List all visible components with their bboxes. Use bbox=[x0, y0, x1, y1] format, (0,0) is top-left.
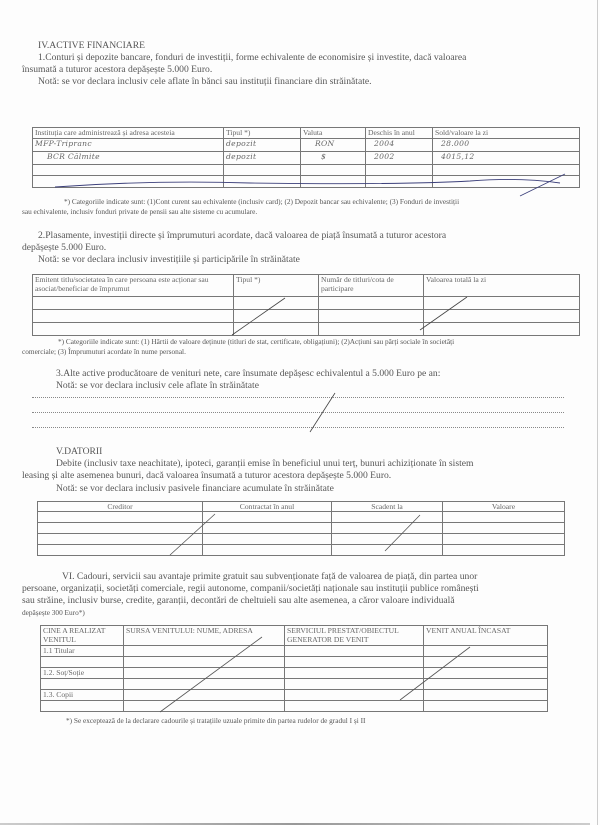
table-row bbox=[41, 646, 548, 657]
section-vi-footnote: *) Se exceptează de la declarare cadourile și tratațiile uzuale primite din partea rudelor de gradul I și II bbox=[66, 716, 366, 725]
section-iv-p1-line1: 1.Conturi și depozite bancare, fonduri de investiții, forme echivalente de economisire și investite, dacă valoarea bbox=[38, 52, 467, 63]
table-row bbox=[33, 310, 580, 323]
blank-line bbox=[32, 397, 564, 398]
table-row bbox=[41, 657, 548, 668]
column-header: Instituția care administrează și adresa acesteia bbox=[33, 128, 224, 139]
table-row bbox=[33, 297, 580, 310]
cell-year: 2004 bbox=[366, 139, 433, 152]
section-iv-p3-line1: 3.Alte active producătoare de venituri nete, care însumate depășesc echivalentul a 5.000 Euro pe an: bbox=[56, 368, 441, 379]
table-row bbox=[38, 523, 565, 534]
table-header-row bbox=[38, 502, 565, 512]
table-row bbox=[33, 152, 580, 165]
row-label-spouse: 1.2. Soț/Soție bbox=[41, 668, 124, 679]
cell-currency: $ bbox=[301, 152, 366, 165]
section-v-line2: leasing și alte asemenea bunuri, dacă valoarea însumată a tuturor acestora depășește 5.000 Euro. bbox=[22, 470, 392, 481]
column-header: Valoare bbox=[443, 502, 565, 512]
gifts-table bbox=[40, 625, 548, 712]
column-header: Valuta bbox=[301, 128, 366, 139]
section-v-note: Notă: se vor declara inclusiv pasivele financiare acumulate în străinătate bbox=[56, 483, 334, 494]
blank-line bbox=[32, 412, 564, 413]
table1-footnote-line1: *) Categoriile indicate sunt: (1)Cont curent sau echivalente (inclusiv card); (2) Depozit bancar sau echivalente; (3) Fonduri de investiții bbox=[64, 197, 460, 206]
cell-institution: BCR Călmite bbox=[33, 152, 224, 165]
cell-currency: RON bbox=[301, 139, 366, 152]
section-v-line1: Debite (inclusiv taxe neachitate), ipoteci, garanții emise în beneficiul unui terț, bunuri achiziționate în sistem bbox=[56, 458, 474, 469]
table-header-row bbox=[33, 275, 580, 297]
column-header: Scadent la bbox=[332, 502, 443, 512]
column-header: SURSA VENITULUI: NUME, ADRESA bbox=[124, 626, 285, 646]
cell-type: depozit bbox=[224, 152, 301, 165]
accounts-table bbox=[32, 127, 580, 188]
row-label-children: 1.3. Copii bbox=[41, 690, 124, 701]
table-row bbox=[38, 512, 565, 523]
table-row bbox=[41, 690, 548, 701]
table-row bbox=[41, 668, 548, 679]
column-header: Emitent titlu/societatea în care persoana este acționar sau asociat/beneficiar de împrumut bbox=[33, 275, 234, 297]
section-vi-line4: depășește 300 Euro*) bbox=[22, 608, 85, 617]
table-row bbox=[41, 679, 548, 690]
table1-footnote-line2: sau echivalente, inclusiv fonduri private de pensii sau alte sisteme cu acumulare. bbox=[22, 207, 258, 216]
table-row bbox=[33, 139, 580, 152]
column-header: Creditor bbox=[38, 502, 203, 512]
table-header-row bbox=[33, 128, 580, 139]
column-header: CINE A REALIZAT VENITUL bbox=[41, 626, 124, 646]
section-vi-line3: sau străine, inclusiv burse, credite, garanții, decontări de cheltuieli sau alte asemenea, a căror valoare individuală bbox=[22, 595, 455, 606]
column-header: SERVICIUL PRESTAT/OBIECTUL GENERATOR DE VENIT bbox=[285, 626, 424, 646]
section-vi-line2: persoane, organizații, societăți comerciale, regii autonome, companii/societăți naționale sau instituții publice românești bbox=[22, 583, 479, 594]
table2-footnote-line2: comerciale; (3) Împrumuturi acordate în nume personal. bbox=[22, 347, 186, 356]
column-header: Tipul *) bbox=[234, 275, 319, 297]
row-label-titular: 1.1 Titular bbox=[41, 646, 124, 657]
investments-table bbox=[32, 274, 580, 336]
debts-table bbox=[37, 501, 565, 556]
cell-balance: 28.000 bbox=[433, 139, 580, 152]
cell-balance: 4015,12 bbox=[433, 152, 580, 165]
cell-type: depozit bbox=[224, 139, 301, 152]
table-row bbox=[33, 176, 580, 188]
table2-footnote-line1: *) Categoriile indicate sunt: (1) Hârtii de valoare deținute (titluri de stat, certificate, obligațiuni); (2)Acțiuni sau părți sociale în societăți bbox=[58, 337, 455, 346]
section-iv-p1-note: Notă: se vor declara inclusiv cele aflate în bănci sau instituții financiare din străinătate. bbox=[38, 76, 372, 87]
section-v-title: V.DATORII bbox=[56, 446, 103, 457]
column-header: Valoarea totală la zi bbox=[424, 275, 580, 297]
column-header: Sold/valoare la zi bbox=[433, 128, 580, 139]
section-iv-p1-line2: însumată a tuturor acestora depășește 5.000 Euro. bbox=[22, 64, 213, 75]
column-header: VENIT ANUAL ÎNCASAT bbox=[424, 626, 548, 646]
cell-year: 2002 bbox=[366, 152, 433, 165]
column-header: Tipul *) bbox=[224, 128, 301, 139]
scan-edge-right bbox=[597, 0, 598, 825]
section-iv-p2-note: Notă: se vor declara inclusiv investițiile și participările în străinătate bbox=[38, 254, 300, 265]
cell-institution: MFP-Tripranc bbox=[33, 139, 224, 152]
section-iv-title: IV.ACTIVE FINANCIARE bbox=[38, 40, 145, 51]
section-vi-line1: VI. Cadouri, servicii sau avantaje primite gratuit sau subvenționate față de valoarea de piață, din partea unor bbox=[62, 571, 478, 582]
table-row bbox=[41, 701, 548, 712]
column-header: Contractat în anul bbox=[203, 502, 332, 512]
column-header: Număr de titluri/cota de participare bbox=[319, 275, 424, 297]
blank-line bbox=[32, 427, 564, 428]
table-row bbox=[38, 545, 565, 556]
section-iv-p3-note: Notă: se vor declara inclusiv cele aflate în străinătate bbox=[56, 380, 259, 391]
section-iv-p2-line1: 2.Plasamente, investiții directe și împrumuturi acordate, dacă valoarea de piață însumată a tuturor acestora bbox=[38, 230, 447, 241]
table-header-row bbox=[41, 626, 548, 646]
column-header: Deschis în anul bbox=[366, 128, 433, 139]
table-row bbox=[33, 165, 580, 176]
section-iv-p2-line2: depășește 5.000 Euro. bbox=[22, 242, 107, 253]
table-row bbox=[33, 323, 580, 336]
table-row bbox=[38, 534, 565, 545]
